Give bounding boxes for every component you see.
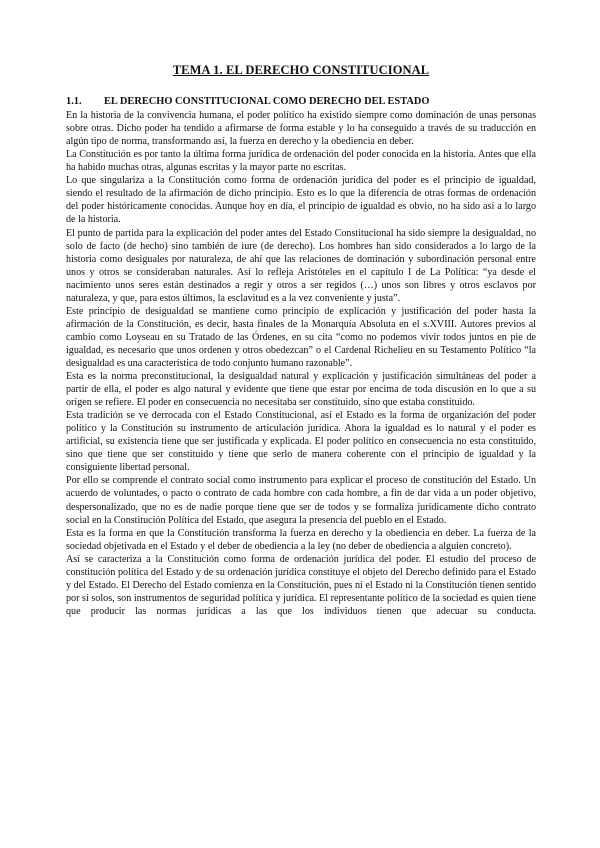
- paragraph: Por ello se comprende el contrato social como instrumento para explicar el proceso de constitución del Estado. Un acuerdo de voluntades, o pacto o contrato de cada hombre con cada hombre, a fin de dar vida a un poder objetivo, despersonalizado, que no es de nadie porque tiene que ser de todos y se formaliza jurídicamente dicho contrato social en la Constitución Política del Estado, que asegura la presencia del pueblo en el Estado.: [66, 475, 536, 526]
- paragraph: Esta tradición se ve derrocada con el Estado Constitucional, así el Estado es la forma de organización del poder político y la Constitución su instrumento de articulación jurídica. Ahora la igualdad es lo natural y el poder es artificial, su existencia tiene que ser justificada y explicada. El poder político en consecuencia no esta constituido, sino que tiene que ser constituido y tiene que serlo de manera coherente con el principio de igualdad y la consiguiente libertad personal.: [66, 410, 536, 474]
- section-title: EL DERECHO CONSTITUCIONAL COMO DERECHO DEL ESTADO: [104, 96, 430, 108]
- page-title: TEMA 1. EL DERECHO CONSTITUCIONAL: [172, 63, 430, 77]
- paragraph: Así se caracteriza a la Constitución como forma de ordenación jurídica del poder. El estudio del proceso de constitución política del Estado y de su ordenación jurídica constituye el objeto del Derecho definido para el Estado y del Estado. El Derecho del Estado comienza en la Constitución, pues ni el Estado ni la Constitución tienen sentido por si solos, son instrumentos de seguridad política y jurídica. El representante político de la sociedad es quien tiene que producir las normas jurídicas a las que los individuos tienen que adecuar su conducta.: [66, 553, 536, 617]
- document-page: [66, 64, 536, 618]
- section-number: 1.1.: [66, 96, 82, 108]
- paragraph: Este principio de desigualdad se mantiene como principio de explicación y justificación del poder hasta la afirmación de la Constitución, es decir, hasta finales de la Monarquía Absoluta en el s.XVIII. Autores previos al cambio como Loyseau en su Tratado de las Órdenes, en su cita “como no podemos vivir todos juntos en pie de igualdad, es necesario que unos ordenen y otros obedezcan” o el Cardenal Richelieu en su Testamento Político “la desigualdad es una característica de todo conjunto humano razonable”.: [66, 305, 536, 369]
- paragraph: La Constitución es por tanto la última forma jurídica de ordenación del poder conocida en la historia. Antes que ella ha habido muchas otras, algunas escritas y la mayor parte no escritas.: [66, 149, 536, 174]
- paragraph: En la historia de la convivencia humana, el poder político ha existido siempre como dominación de unas personas sobre otras. Dicho poder ha tendido a afirmarse de forma estable y lo ha conseguido a través de su traducción en algún tipo de norma, transformando así, la fuerza en derecho y la obediencia en deber.: [66, 110, 536, 148]
- paragraph: El punto de partida para la explicación del poder antes del Estado Constitucional ha sido siempre la desigualdad, no solo de facto (de hecho) sino también de iure (de derecho). Los hombres han sido considerados a lo largo de la historia como desiguales por naturaleza, de ahí que las relaciones de dominación y subordinación personal entre unos y otros se consideraban naturales. Así lo refleja Aristóteles en el capítulo I de La Política: “ya desde el nacimiento unos seres están destinados a regir y otros a ser regidos (…) unos son libres y otros esclavos por naturaleza, y que, para estos últimos, la esclavitud es a la vez conveniente y justa”.: [66, 227, 536, 304]
- paragraph: Esta es la forma en que la Constitución transforma la fuerza en derecho y la obediencia en deber. La fuerza de la sociedad objetivada en el Estado y el deber de obediencia a la ley (no deber de obediencia a alguien concreto).: [66, 527, 536, 552]
- section-heading: [66, 95, 536, 108]
- paragraph: Lo que singulariza a la Constitución como forma de ordenación jurídica del poder es el principio de igualdad, siendo el resultado de la afirmación de dicho principio. Esto es lo que la diferencia de otras formas de ordenación del poder históricamente conocidas. Aunque hoy en día, el principio de igualdad es obvio, no ha sido así a lo largo de la historia.: [66, 175, 536, 226]
- paragraph: Esta es la norma preconstitucional, la desigualdad natural y explicación y justificación simultáneas del poder a partir de ella, el poder es algo natural y evidente que tiene que estar por encima de toda discusión en lo que a su origen se refiere. El poder en consecuencia no necesitaba ser constituido, sino que estaba constituido.: [66, 371, 536, 409]
